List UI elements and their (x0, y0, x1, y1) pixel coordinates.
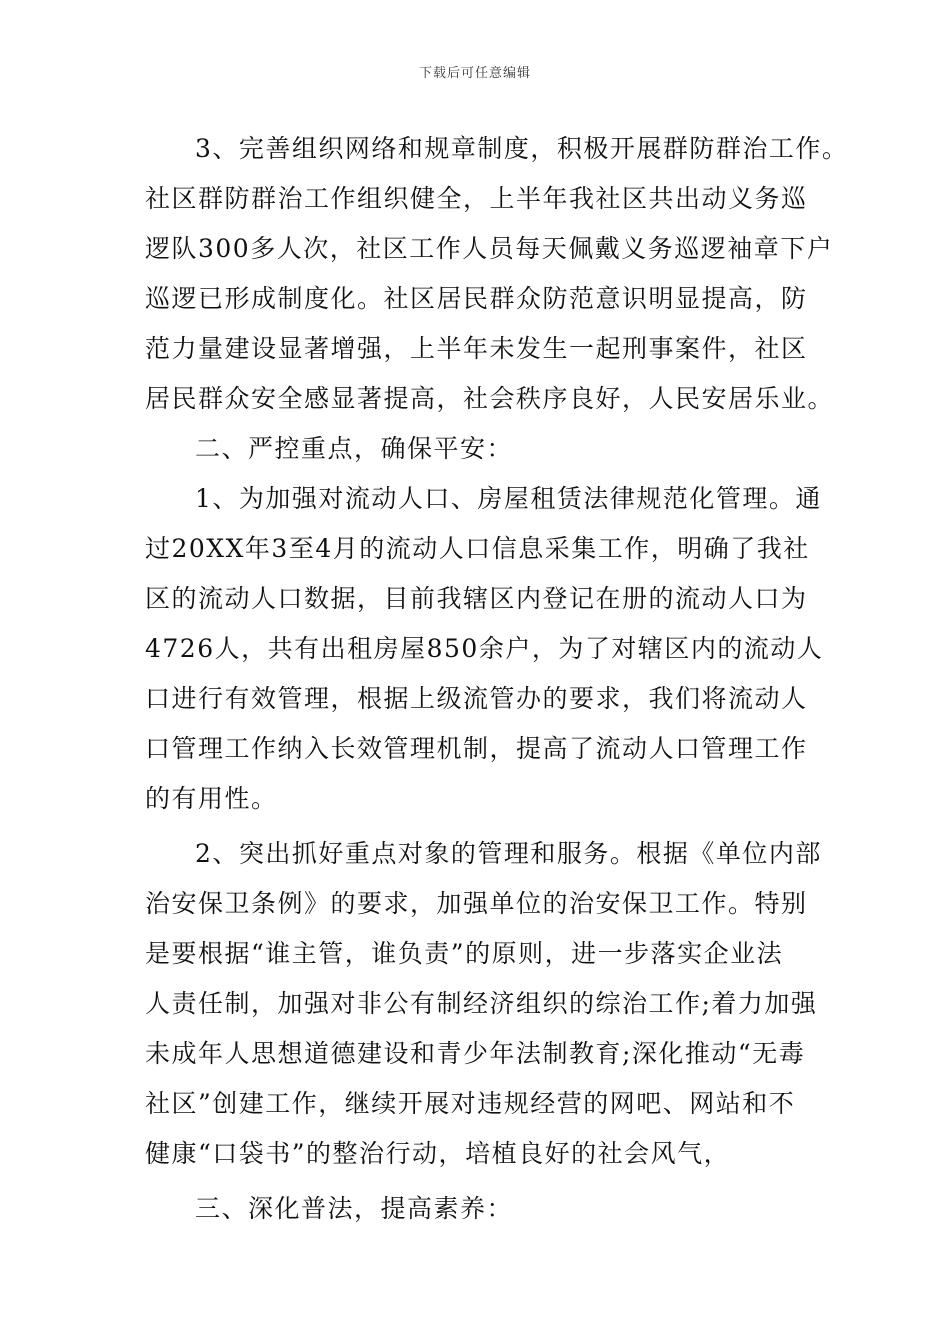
paragraph-line: 是要根据“谁主管，谁负责”的原则，进一步落实企业法 (145, 939, 784, 968)
paragraph-line: 未成年人思想道德建设和青少年法制教育;深化推动“无毒 (145, 1039, 806, 1068)
paragraph-line: 健康“口袋书”的整治行动，培植良好的社会风气， (145, 1139, 731, 1168)
paragraph-line: 居民群众安全感显著提高，社会秩序良好，人民安居乐业。 (145, 384, 835, 413)
paragraph-line: 巡逻已形成制度化。社区居民群众防范意识明显提高，防 (145, 284, 808, 313)
paragraph-line: 逻队300多人次，社区工作人员每天佩戴义务巡逻袖章下户 (145, 234, 834, 263)
paragraph-line: 的有用性。 (145, 784, 278, 813)
paragraph-line: 社区群防群治工作组织健全，上半年我社区共出动义务巡 (145, 184, 808, 213)
paragraph-line: 过20XX年3至4月的流动人口信息采集工作，明确了我社 (145, 534, 810, 563)
paragraph-line: 口管理工作纳入长效管理机制，提高了流动人口管理工作 (145, 734, 808, 763)
paragraph-line: 2、突出抓好重点对象的管理和服务。根据《单位内部 (195, 839, 822, 868)
section-heading: 二、严控重点，确保平安： (195, 434, 514, 463)
paragraph-line: 区的流动人口数据，目前我辖区内登记在册的流动人口为 (145, 584, 808, 613)
paragraph-line: 口进行有效管理，根据上级流管办的要求，我们将流动人 (145, 684, 808, 713)
paragraph-line: 3、完善组织网络和规章制度，积极开展群防群治工作。 (195, 134, 849, 163)
paragraph-line: 范力量建设显著增强，上半年未发生一起刑事案件，社区 (145, 334, 808, 363)
paragraph-line: 社区”创建工作，继续开展对违规经营的网吧、网站和不 (145, 1089, 796, 1118)
page-header: 下载后可任意编辑 (418, 66, 531, 81)
document-body (145, 124, 849, 1234)
section-heading: 三、深化普法，提高素养： (195, 1194, 514, 1223)
paragraph-line: 治安保卫条例》的要求，加强单位的治安保卫工作。特别 (145, 889, 808, 918)
paragraph-line: 人责任制，加强对非公有制经济组织的综治工作;着力加强 (145, 989, 818, 1018)
paragraph-line: 1、为加强对流动人口、房屋租赁法律规范化管理。通 (195, 484, 822, 513)
paragraph-line: 4726人，共有出租房屋850余户，为了对辖区内的流动人 (145, 634, 824, 663)
